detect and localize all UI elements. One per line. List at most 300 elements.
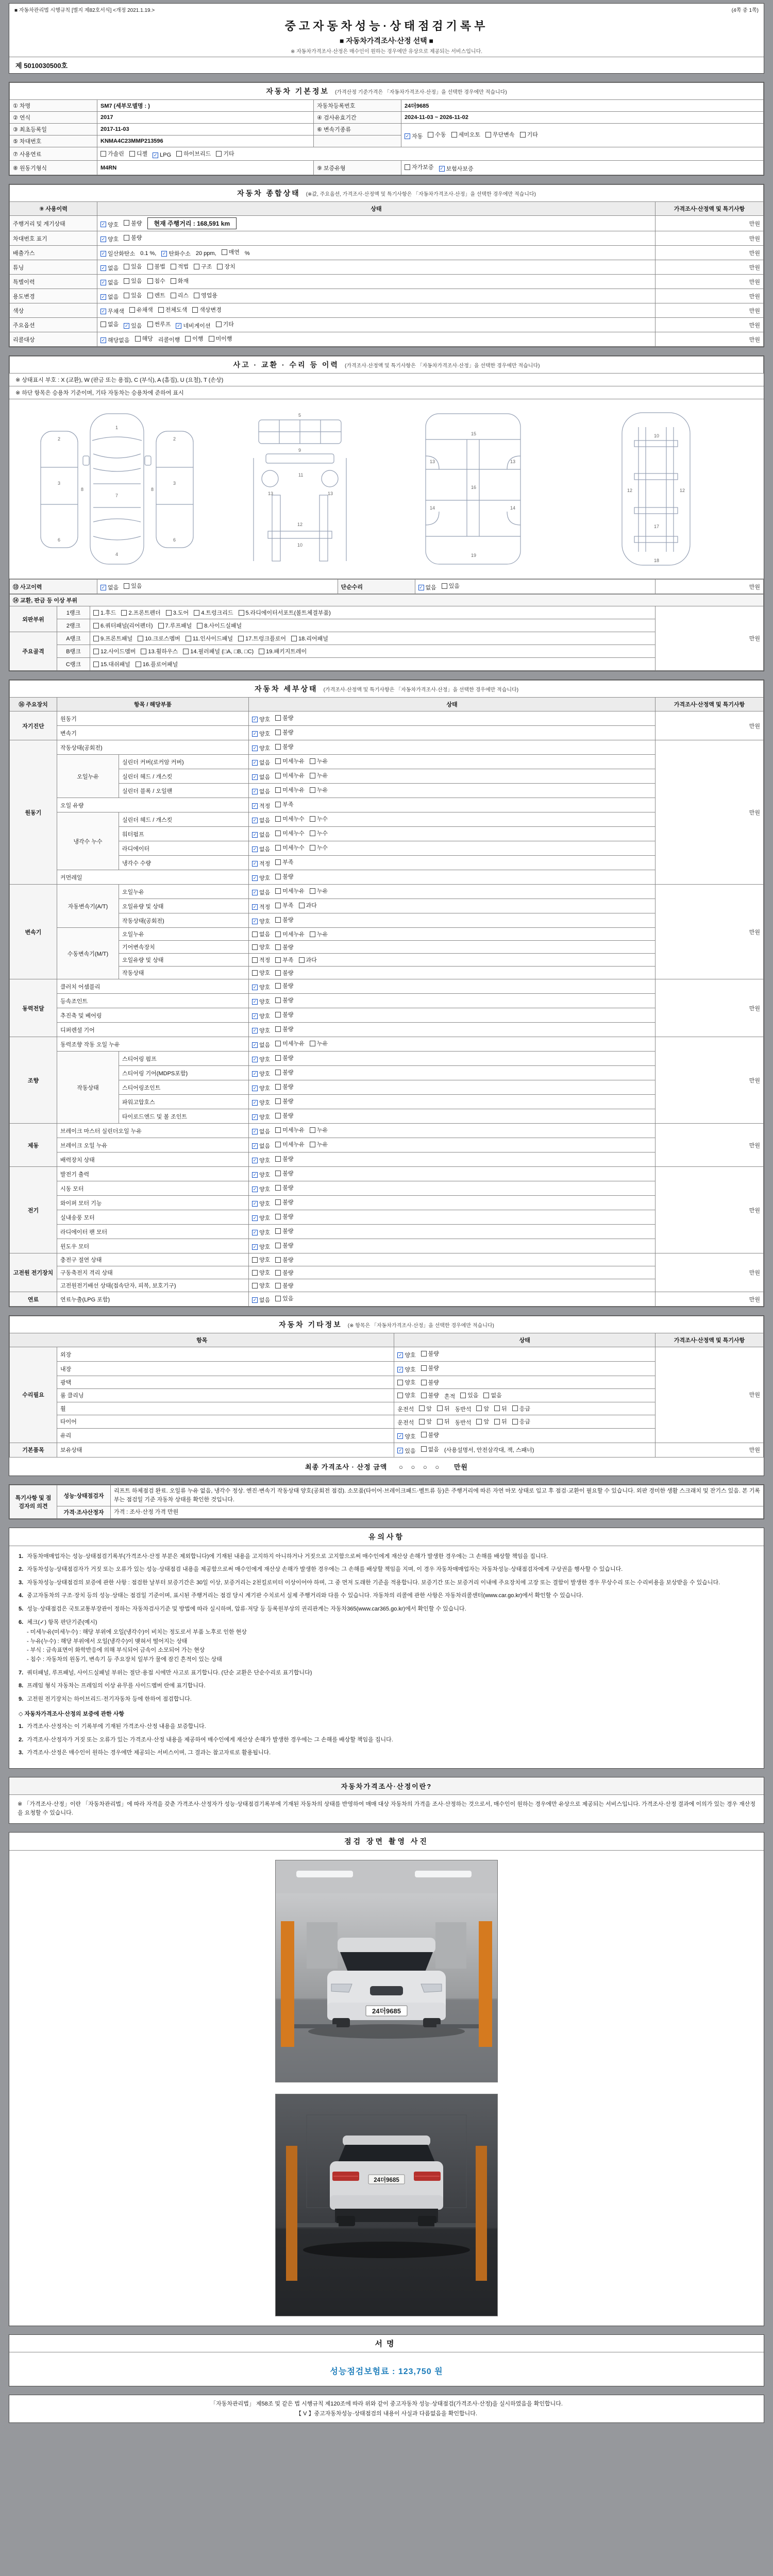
checkbox-부족[interactable]	[275, 901, 293, 909]
checkbox-2.프론트펜더[interactable]	[121, 608, 160, 617]
checkbox-미세누수[interactable]	[275, 829, 305, 837]
checkbox-box: ✓	[253, 918, 257, 924]
checkbox-불량[interactable]	[275, 1155, 293, 1163]
device-label: 동력전달	[10, 979, 57, 1037]
checkbox-양호[interactable]	[252, 1055, 270, 1063]
summary-table	[9, 184, 764, 347]
group-price: 만원	[656, 1292, 764, 1307]
checkbox-10.크로스멤버[interactable]	[138, 634, 180, 642]
checkbox-해당[interactable]	[135, 334, 153, 343]
checkbox-보험사보증[interactable]	[439, 164, 474, 173]
checkbox-양호[interactable]	[252, 730, 270, 738]
checkbox-없음[interactable]	[252, 1041, 270, 1049]
checkbox-불량[interactable]	[275, 1227, 293, 1235]
section-photos	[9, 1832, 764, 2326]
checkbox-없음[interactable]	[252, 831, 270, 839]
doc-no-value: 5010030500	[24, 62, 61, 70]
checkbox-화재[interactable]	[171, 277, 189, 285]
checkbox-불량[interactable]	[275, 1097, 293, 1105]
checkbox-양호[interactable]	[252, 1113, 270, 1121]
checkbox-양호[interactable]	[252, 1026, 270, 1035]
checkbox-group	[460, 1394, 507, 1400]
checkbox-box: ✓	[253, 759, 257, 765]
checkbox-group	[252, 1258, 299, 1264]
checkbox-양호[interactable]	[252, 1199, 270, 1208]
checkbox-양호[interactable]	[252, 1012, 270, 1020]
checkbox-label: 전체도색	[165, 307, 188, 313]
checkbox-기타[interactable]	[520, 130, 538, 139]
checkbox-자가보증[interactable]	[405, 163, 434, 171]
checkbox-미세누유[interactable]	[275, 771, 305, 779]
checkbox-양호[interactable]	[252, 1084, 270, 1092]
checkbox-box	[483, 1393, 489, 1398]
checkbox-box	[310, 845, 315, 851]
checkbox-11.인사이드패널[interactable]	[186, 634, 233, 642]
note-item	[19, 1618, 754, 1665]
checkbox-미이행[interactable]	[209, 334, 232, 343]
checkbox-있음[interactable]	[275, 1294, 293, 1302]
checkbox-불량[interactable]	[275, 1281, 293, 1290]
checkbox-자동[interactable]	[405, 132, 423, 140]
checkbox-label: 자동	[412, 133, 423, 140]
checkbox-불량[interactable]	[275, 1082, 293, 1091]
checkbox-부족[interactable]	[275, 800, 293, 808]
checkbox-box: ✓	[398, 1433, 402, 1438]
basic-title: 자동차 기본정보	[266, 87, 329, 95]
checkbox-미세누수[interactable]	[275, 815, 305, 823]
checkbox-누유[interactable]	[310, 757, 328, 765]
checkbox-없음[interactable]	[100, 320, 119, 328]
checkbox-양호[interactable]	[100, 221, 119, 229]
signature-body	[9, 2352, 764, 2386]
checkbox-양호[interactable]	[252, 1268, 270, 1277]
checkbox-9.프론트패널[interactable]	[93, 634, 132, 642]
item-label: 동력조향 작동 오일 누유	[57, 1037, 249, 1052]
checkbox-과다[interactable]	[299, 956, 317, 964]
checkbox-box	[275, 917, 281, 923]
checkbox-8.사이드실패널[interactable]	[197, 621, 242, 630]
checkbox-13.휠하우스[interactable]	[141, 647, 178, 655]
checkbox-불량[interactable]	[275, 1010, 293, 1019]
checkbox-양호[interactable]	[252, 1256, 270, 1264]
checkbox-불량[interactable]	[275, 1111, 293, 1120]
checkbox-양호[interactable]	[252, 1243, 270, 1251]
checkbox-불량[interactable]	[421, 1364, 439, 1372]
checkbox-box: ✓	[253, 1085, 257, 1091]
inspection-photo-front	[275, 1860, 498, 2082]
checkbox-불량[interactable]	[124, 233, 142, 242]
checkbox-뒤[interactable]	[437, 1404, 450, 1413]
checkbox-미세누유[interactable]	[275, 930, 305, 938]
rear-license-plate: 24더9685	[374, 2177, 399, 2183]
checkbox-없음[interactable]	[252, 1127, 270, 1136]
checkbox-뒤[interactable]	[494, 1404, 507, 1413]
checkbox-label: 없음	[259, 890, 271, 896]
detail-row	[10, 798, 764, 812]
row-label: 특별이력	[10, 275, 97, 289]
checkbox-있음[interactable]	[124, 291, 142, 299]
checkbox-누수[interactable]	[310, 815, 328, 823]
checkbox-box	[252, 1270, 258, 1276]
checkbox-box	[194, 293, 199, 298]
detail-col-item: 항목 / 해당부품	[57, 698, 249, 711]
checkbox-있음[interactable]	[124, 582, 142, 590]
checkbox-15.대쉬패널[interactable]	[93, 660, 130, 668]
checkbox-group	[252, 1215, 299, 1221]
checkbox-장치[interactable]	[217, 262, 235, 270]
checkbox-양호[interactable]	[100, 235, 119, 243]
checkbox-box: ✓	[101, 294, 106, 299]
checkbox-미세누유[interactable]	[275, 1126, 305, 1134]
checkbox-없음[interactable]	[252, 787, 270, 795]
checkbox-box	[124, 583, 129, 589]
note-number: 3.	[19, 1579, 24, 1586]
checkbox-누유[interactable]	[310, 930, 328, 938]
checkbox-불량[interactable]	[275, 916, 293, 924]
checkbox-없음[interactable]	[252, 758, 270, 767]
checkbox-누유[interactable]	[310, 887, 328, 895]
checkbox-양호[interactable]	[252, 1214, 270, 1222]
checkbox-label: 불량	[282, 1228, 294, 1234]
checkbox-적정[interactable]	[252, 956, 270, 964]
checkbox-양호[interactable]	[252, 917, 270, 925]
checkbox-불량[interactable]	[421, 1378, 439, 1386]
checkbox-label: 8.사이드실패널	[204, 623, 242, 629]
checkbox-label: 적정	[259, 957, 271, 963]
checkbox-누수[interactable]	[310, 829, 328, 837]
checkbox-네비게이션[interactable]	[176, 321, 210, 330]
checkbox-box: ✓	[253, 1042, 257, 1047]
checkbox-미세누유[interactable]	[275, 786, 305, 794]
checkbox-box	[275, 874, 281, 879]
checkbox-렌트[interactable]	[147, 291, 165, 299]
checkbox-미세누수[interactable]	[275, 843, 305, 852]
checkbox-box	[171, 293, 176, 298]
checkbox-세미오토[interactable]	[451, 130, 481, 139]
checkbox-양호[interactable]	[252, 1156, 270, 1164]
checkbox-양호[interactable]	[397, 1365, 415, 1374]
checkbox-label: 양호	[259, 875, 271, 882]
checkbox-불량[interactable]	[275, 1068, 293, 1076]
checkbox-16.플로어패널[interactable]	[136, 660, 178, 668]
group-price: 만원	[656, 711, 764, 740]
checkbox-누수[interactable]	[310, 843, 328, 852]
checkbox-해당없음[interactable]	[100, 336, 130, 344]
checkbox-불량[interactable]	[275, 1256, 293, 1264]
checkbox-과다[interactable]	[299, 901, 317, 909]
checkbox-양호[interactable]	[252, 943, 270, 951]
checkbox-없음[interactable]	[252, 888, 270, 896]
item-state	[249, 870, 656, 885]
checkbox-불량[interactable]	[275, 1241, 293, 1249]
checkbox-미세누유[interactable]	[275, 1140, 305, 1148]
section-pricing-info	[9, 1777, 764, 1824]
checkbox-18.리어패널[interactable]	[291, 634, 328, 642]
detail-row	[10, 1066, 764, 1080]
detail-row	[10, 1023, 764, 1037]
summary-header-row	[10, 202, 764, 216]
checkbox-불량[interactable]	[275, 1212, 293, 1221]
note-text: 자동차성능·상태점검의 보증에 관한 사항 : 점검한 날부터 보증기간은 30일 이상, 보증거리는 2천킬로미터 이상이어야 하며, 그 중 먼저 도래한 기준을 적용합니다. 보증기간 또는 보증거리 이내에 주요장치에 고장 또는 결함이 발생한 경우 무상수리 또는 수리비용을 보상받을 수 있습니다.	[25, 1579, 720, 1586]
checkbox-없음[interactable]	[252, 1142, 270, 1150]
item-state	[249, 967, 656, 979]
checkbox-양호[interactable]	[252, 1098, 270, 1107]
checkbox-양호[interactable]	[252, 969, 270, 977]
checkbox-group	[397, 1433, 444, 1439]
checkbox-없음[interactable]	[252, 845, 270, 853]
checkbox-없음[interactable]	[100, 264, 119, 272]
detail-row	[10, 1362, 764, 1376]
checkbox-3.도어[interactable]	[166, 608, 189, 617]
checkbox-label: 있음	[131, 264, 142, 270]
detail-row	[10, 1428, 764, 1443]
checkbox-기타[interactable]	[216, 320, 234, 328]
row-state	[97, 289, 656, 303]
checkbox-응급[interactable]	[512, 1417, 530, 1426]
detail-row	[10, 1109, 764, 1124]
checkbox-일산화탄소[interactable]	[100, 249, 135, 258]
checkbox-양호[interactable]	[252, 715, 270, 723]
checkbox-하이브리드[interactable]	[176, 149, 211, 158]
checkbox-탄화수소[interactable]	[161, 249, 191, 258]
field-label-fuel: ⑦ 사용연료	[10, 147, 97, 161]
checkbox-양호[interactable]	[252, 1228, 270, 1236]
checkbox-뒤[interactable]	[437, 1417, 450, 1426]
checkbox-양호[interactable]	[397, 1432, 415, 1440]
checkbox-앞[interactable]	[419, 1404, 432, 1413]
checkbox-있음[interactable]	[460, 1391, 478, 1399]
checkbox-불량[interactable]	[275, 943, 293, 951]
warranty-checkbox-group	[401, 161, 764, 175]
checkbox-있음[interactable]	[397, 1447, 415, 1455]
checkbox-없음[interactable]	[418, 583, 436, 591]
checkbox-label: 색상변경	[199, 307, 222, 313]
checkbox-group	[100, 250, 140, 257]
checkbox-19.패키지트레이[interactable]	[259, 647, 307, 655]
checkbox-양호[interactable]	[252, 874, 270, 882]
checkbox-없음[interactable]	[421, 1445, 439, 1453]
checkbox-누유[interactable]	[310, 1126, 328, 1134]
checkbox-불량[interactable]	[275, 728, 293, 736]
checkbox-불량[interactable]	[275, 1268, 293, 1277]
checkbox-전체도색[interactable]	[158, 306, 188, 314]
checkbox-없음[interactable]	[252, 816, 270, 824]
checkbox-없음[interactable]	[100, 278, 119, 286]
checkbox-box: ✓	[253, 1186, 257, 1192]
checkbox-구조[interactable]	[194, 262, 212, 270]
checkbox-불량[interactable]	[275, 1183, 293, 1192]
checkbox-불량[interactable]	[275, 1054, 293, 1062]
checkbox-미세누유[interactable]	[275, 1039, 305, 1047]
checkbox-앞[interactable]	[476, 1404, 489, 1413]
device-label: 변속기	[10, 885, 57, 979]
checkbox-응급[interactable]	[512, 1404, 530, 1413]
checkbox-box	[485, 132, 491, 138]
checkbox-14.필러패널 (□A, □B, □C)[interactable]	[183, 647, 254, 655]
checkbox-양호[interactable]	[252, 1070, 270, 1078]
checkbox-누유[interactable]	[310, 771, 328, 779]
checkbox-box: ✓	[419, 584, 423, 590]
checkbox-없음[interactable]	[100, 583, 119, 591]
checkbox-색상변경[interactable]	[192, 306, 222, 314]
checkbox-침수[interactable]	[147, 277, 165, 285]
fuel-checkbox-group	[100, 152, 240, 158]
checkbox-불량[interactable]	[275, 1198, 293, 1206]
notes-title: 유의사항	[9, 1528, 764, 1546]
final-price-unit: 만원	[453, 1463, 468, 1471]
svg-text:7: 7	[115, 493, 119, 498]
checkbox-적정[interactable]	[252, 802, 270, 810]
checkbox-불량[interactable]	[275, 1025, 293, 1033]
checkbox-무단변속[interactable]	[485, 130, 515, 139]
item-state	[249, 928, 656, 941]
checkbox-부족[interactable]	[275, 956, 293, 964]
checkbox-누유[interactable]	[310, 1140, 328, 1148]
checkbox-box	[275, 758, 281, 764]
checkbox-group	[252, 904, 322, 910]
checkbox-label: 없음	[259, 1042, 271, 1048]
summary-col-label: ⑨ 사용이력	[10, 202, 97, 216]
checkbox-label: 디젤	[136, 151, 148, 157]
checkbox-label: 구조	[201, 264, 212, 270]
checkbox-1.후드[interactable]	[93, 608, 116, 617]
checkbox-이행[interactable]	[185, 334, 203, 343]
checkbox-수동[interactable]	[428, 130, 446, 139]
checkbox-있음[interactable]	[124, 321, 142, 330]
doc-no-suffix: 호	[61, 62, 68, 70]
summary-row	[10, 260, 764, 275]
checkbox-양호[interactable]	[397, 1351, 415, 1359]
checkbox-label: 불량	[282, 730, 294, 736]
checkbox-6.쿼터패널(리어펜더)[interactable]	[93, 621, 153, 630]
item-state	[249, 913, 656, 928]
checkbox-불법[interactable]	[147, 262, 165, 270]
checkbox-group	[252, 1027, 299, 1033]
checkbox-있음[interactable]	[124, 277, 142, 285]
panel-items	[90, 645, 656, 658]
checkbox-무채색[interactable]	[100, 307, 124, 315]
checkbox-양호[interactable]	[252, 997, 270, 1006]
checkbox-box	[310, 758, 315, 764]
checkbox-유채색[interactable]	[129, 306, 153, 314]
checkbox-label: 일산화탄소	[108, 251, 136, 257]
detail-row	[10, 812, 764, 827]
checkbox-불량[interactable]	[421, 1431, 439, 1439]
checkbox-label: 적정	[259, 861, 271, 867]
checkbox-앞[interactable]	[419, 1417, 432, 1426]
checkbox-양호[interactable]	[252, 744, 270, 752]
checkbox-label: 있음	[448, 583, 460, 589]
checkbox-부족[interactable]	[275, 858, 293, 866]
checkbox-뒤[interactable]	[494, 1417, 507, 1426]
checkbox-LPG[interactable]	[153, 152, 171, 158]
checkbox-양호[interactable]	[252, 1171, 270, 1179]
checkbox-label: 1.후드	[100, 610, 116, 616]
checkbox-불량[interactable]	[275, 981, 293, 990]
section-header	[9, 3, 764, 74]
checkbox-미세누유[interactable]	[275, 757, 305, 765]
checkbox-label: 뒤	[501, 1405, 507, 1412]
field-label-car-name: ① 차명	[10, 100, 97, 112]
item-state	[249, 827, 656, 841]
checkbox-4.트렁크리드[interactable]	[194, 608, 233, 617]
checkbox-양호[interactable]	[397, 1378, 415, 1386]
checkbox-7.루프패널[interactable]	[158, 621, 192, 630]
accident-title: 사고 · 교환 · 수리 등 이력	[233, 361, 339, 369]
checkbox-group	[252, 1042, 333, 1048]
checkbox-label: 3.도어	[173, 610, 189, 616]
svg-text:11: 11	[298, 472, 304, 478]
checkbox-label: 양호	[259, 717, 271, 723]
checkbox-썬루프[interactable]	[147, 320, 171, 328]
panel-row	[10, 632, 764, 645]
footer-text	[9, 2395, 764, 2422]
checkbox-5.라디에이터서포트(볼트체결부품)[interactable]	[239, 608, 331, 617]
checkbox-없음[interactable]	[100, 293, 119, 301]
checkbox-불량[interactable]	[421, 1349, 439, 1358]
checkbox-12.사이드멤버[interactable]	[93, 647, 136, 655]
detail-row	[10, 941, 764, 954]
checkbox-가솔린[interactable]	[100, 149, 124, 158]
checkbox-적법[interactable]	[171, 262, 189, 270]
checkbox-box	[147, 264, 153, 269]
checkbox-리스[interactable]	[171, 291, 189, 299]
checkbox-불량[interactable]	[275, 872, 293, 880]
checkbox-불량[interactable]	[275, 996, 293, 1004]
checkbox-box: ✓	[253, 832, 257, 837]
checkbox-누유[interactable]	[310, 1039, 328, 1047]
checkbox-매연[interactable]	[222, 248, 240, 256]
checkbox-적정[interactable]	[252, 859, 270, 868]
checkbox-불량[interactable]	[421, 1391, 439, 1399]
checkbox-양호[interactable]	[397, 1391, 415, 1399]
checkbox-양호[interactable]	[252, 1185, 270, 1193]
checkbox-누유[interactable]	[310, 786, 328, 794]
checkbox-불량[interactable]	[275, 1169, 293, 1177]
svg-text:19: 19	[470, 553, 476, 558]
checkbox-없음[interactable]	[252, 773, 270, 781]
checkbox-앞[interactable]	[476, 1417, 489, 1426]
checkbox-불량[interactable]	[124, 219, 142, 227]
checkbox-label: 불량	[282, 1113, 294, 1119]
checkbox-불량[interactable]	[275, 969, 293, 977]
checkbox-있음[interactable]	[124, 262, 142, 270]
checkbox-기타[interactable]	[216, 149, 234, 158]
checkbox-영업용[interactable]	[194, 291, 217, 299]
simple-repair-checkbox-group	[415, 580, 656, 594]
checkbox-box	[442, 583, 447, 589]
checkbox-없음[interactable]	[483, 1391, 501, 1399]
checkbox-디젤[interactable]	[129, 149, 147, 158]
checkbox-없음[interactable]	[252, 1296, 270, 1304]
item-state	[249, 885, 656, 899]
section-footer	[9, 2395, 764, 2423]
checkbox-불량[interactable]	[275, 742, 293, 751]
item-label: 고전원전기배선 상태(접속단자, 피복, 보호기구)	[57, 1279, 249, 1292]
checkbox-미세누유[interactable]	[275, 887, 305, 895]
checkbox-양호[interactable]	[252, 1281, 270, 1290]
checkbox-양호[interactable]	[252, 983, 270, 991]
checkbox-적정[interactable]	[252, 903, 270, 911]
checkbox-있음[interactable]	[442, 582, 460, 590]
checkbox-없음[interactable]	[252, 930, 270, 938]
checkbox-group	[252, 1157, 299, 1163]
checkbox-group	[147, 279, 194, 285]
checkbox-불량[interactable]	[275, 714, 293, 722]
checkbox-label: 불량	[282, 1084, 294, 1090]
checkbox-17.트렁크플로어[interactable]	[238, 634, 286, 642]
checkbox-box	[275, 970, 281, 976]
